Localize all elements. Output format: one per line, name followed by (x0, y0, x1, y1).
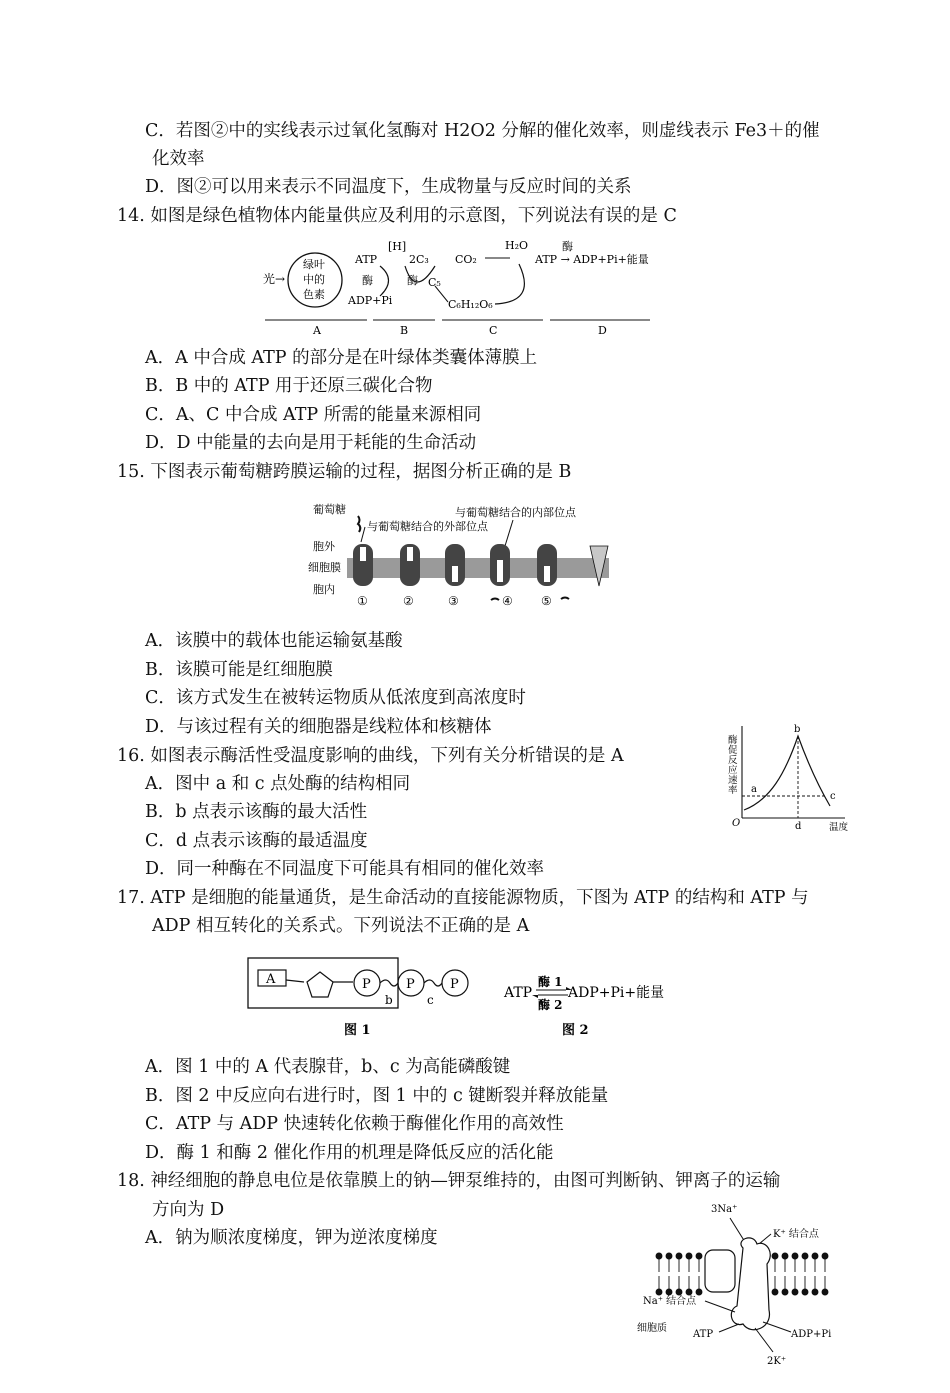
q15-carrier-2 (400, 544, 420, 586)
q15-stem: 15. 下图表示葡萄糖跨膜运输的过程，据图分析正确的是 B (117, 462, 572, 482)
q18-k-site-pointer (759, 1234, 771, 1244)
q14-glucose-arrow (435, 286, 448, 302)
q18-pump-protein (731, 1238, 770, 1330)
q16-option-b: B．b 点表示该酶的最大活性 (145, 802, 368, 822)
q15-outer-pointer (361, 527, 365, 542)
q13-option-c-line1: C．若图②中的实线表示过氧化氢酶对 H2O2 分解的催化效率，则虚线表示 Fe3＋的催 (145, 121, 820, 141)
q18-na-site-label: Na⁺ 结合点 (643, 1296, 697, 1307)
q17-option-a: A．图 1 中的 A 代表腺苷，b、c 为高能磷酸键 (145, 1057, 511, 1077)
q15-option-c: C．该方式发生在被转运物质从低浓度到高浓度时 (145, 688, 526, 708)
q17-base-link (286, 980, 304, 982)
q16-ylabel-6: 率 (728, 785, 738, 796)
q14-section-c: C (489, 324, 498, 337)
q14-pigment-3: 色素 (303, 288, 325, 301)
q15-step-2: ② (403, 594, 414, 608)
q17-enzyme2-label: 酶 2 (538, 998, 563, 1012)
q17-products-label: ADP+Pi+能量 (568, 985, 665, 1001)
q16-point-a: a (751, 784, 757, 795)
q14-enzyme-b: 酶 (407, 274, 418, 287)
q14-c5-label: C₅ (428, 276, 441, 289)
q17-phosphate-2-label: P (406, 977, 415, 992)
q15-glucose-molecule-5 (561, 598, 569, 600)
q15-step-1: ① (357, 594, 368, 608)
q16-ylabel-4: 应 (728, 765, 738, 776)
q18-atp-arrow (719, 1324, 739, 1332)
q14-section-b: B (400, 324, 409, 337)
q17-bond-c-label: c (427, 993, 434, 1007)
q15-glucose-label: 葡萄糖 (313, 503, 346, 516)
q14-c3-label: 2C₃ (409, 253, 429, 266)
q18-adp-label: ADP+Pi (791, 1329, 832, 1340)
q15-glucose-transport-diagram (305, 500, 625, 615)
q17-fig2-caption: 图 2 (562, 1023, 589, 1038)
q15-step-4: ④ (502, 594, 513, 608)
q18-na-out-arrow (730, 1218, 745, 1242)
q18-na3-label: 3Na⁺ (711, 1204, 738, 1215)
q14-enzyme-a: 酶 (362, 274, 373, 287)
q16-xlabel: 温度 (829, 822, 849, 833)
q17-bond-c (424, 980, 442, 986)
q15-option-d: D．与该过程有关的细胞器是线粒体和核糖体 (145, 717, 492, 737)
q15-inner-pointer (505, 520, 513, 546)
q14-section-a: A (313, 324, 321, 337)
q14-energy-diagram (255, 236, 665, 338)
q18-sodium-potassium-pump-diagram (635, 1200, 840, 1392)
q15-outer-site-label: 与葡萄糖结合的外部位点 (367, 520, 488, 533)
q17-fig1-caption: 图 1 (344, 1023, 371, 1038)
q16-enzyme-temperature-chart (730, 722, 855, 834)
q16-curve (744, 736, 830, 810)
q17-phosphate-1-label: P (362, 977, 371, 992)
q15-membrane-label: 细胞膜 (308, 561, 341, 574)
q14-cycle-c (495, 264, 524, 304)
q15-carrier-1 (353, 544, 373, 586)
q15-option-b: B．该膜可能是红细胞膜 (145, 660, 333, 680)
q17-phosphate-3-label: P (450, 977, 459, 992)
q17-bond-b (380, 980, 398, 986)
q17-ribose-pentagon (307, 972, 333, 997)
q14-option-a: A．A 中合成 ATP 的部分是在叶绿体类囊体薄膜上 (145, 348, 538, 368)
q17-enzyme1-label: 酶 1 (538, 975, 563, 989)
q14-adp-a: ADP+Pi (348, 294, 393, 307)
q16-ylabel-2: 促 (728, 745, 738, 756)
q15-inner-site-label: 与葡萄糖结合的内部位点 (455, 506, 576, 519)
q16-point-d: d (795, 821, 802, 832)
q15-glucose-molecule-1 (358, 516, 360, 532)
q14-option-d: D．D 中能量的去向是用于耗能的生命活动 (145, 433, 477, 453)
q17-stem-line2: ADP 相互转化的关系式。下列说法不正确的是 A (152, 916, 530, 936)
q16-ylabel-3: 反 (728, 755, 738, 766)
q14-option-c: C．A、C 中合成 ATP 所需的能量来源相同 (145, 405, 482, 425)
q17-atp-figure (240, 950, 680, 1042)
q16-ylabel-1: 酶 (728, 735, 738, 746)
q18-k-site-label: K⁺ 结合点 (773, 1229, 819, 1240)
q15-membrane-band (347, 558, 609, 578)
q14-glucose-label: C₆H₁₂O₆ (448, 298, 493, 311)
q17-bond-b-label: b (385, 993, 393, 1007)
q16-point-c: c (830, 791, 836, 802)
q16-ylabel-5: 速 (728, 775, 738, 786)
q14-co2-label: CO₂ (455, 253, 477, 266)
q18-channel-protein (705, 1250, 735, 1292)
q18-atp-label: ATP (693, 1329, 714, 1340)
q15-step-3: ③ (448, 594, 459, 608)
q14-h-label: [H] (388, 240, 407, 253)
q14-reaction: ATP → ADP+Pi+能量 (535, 253, 649, 266)
q14-stem: 14. 如图是绿色植物体内能量供应及利用的示意图，下列说法有误的是 C (117, 206, 677, 226)
q14-pigment-2: 中的 (303, 273, 325, 286)
q18-option-a: A．钠为顺浓度梯度，钾为逆浓度梯度 (145, 1228, 438, 1248)
q17-option-c: C．ATP 与 ADP 快速转化依赖于酶催化作用的高效性 (145, 1114, 564, 1134)
q15-step-5: ⑤ (541, 594, 552, 608)
q15-outside-label: 胞外 (313, 540, 335, 553)
q16-option-d: D．同一种酶在不同温度下可能具有相同的催化效率 (145, 859, 545, 879)
q15-glucose-molecule-4 (491, 599, 499, 601)
q13-option-c-line2: 化效率 (152, 149, 205, 169)
q14-section-d: D (598, 324, 607, 337)
q14-pigment-1: 绿叶 (303, 258, 325, 271)
q18-na-site-pointer (705, 1301, 735, 1312)
q15-carrier-3 (445, 544, 465, 586)
q18-k2-label: 2K⁺ (767, 1356, 787, 1367)
q14-h2o-label: H₂O (505, 239, 529, 252)
q14-option-b: B．B 中的 ATP 用于还原三碳化合物 (145, 376, 433, 396)
q18-cytoplasm-label: 细胞质 (637, 1323, 667, 1334)
q14-enzyme-c: 酶 (562, 240, 573, 253)
q18-stem-line1: 18. 神经细胞的静息电位是依靠膜上的钠—钾泵维持的，由图可判断钠、钾离子的运输 (117, 1171, 781, 1191)
q17-option-b: B．图 2 中反应向右进行时，图 1 中的 c 键断裂并释放能量 (145, 1086, 609, 1106)
q16-option-a: A．图中 a 和 c 点处酶的结构相同 (145, 774, 411, 794)
q17-atp-label: ATP (504, 985, 533, 1001)
q16-stem: 16. 如图表示酶活性受温度影响的曲线，下列有关分析错误的是 A (117, 746, 624, 766)
q14-light-label: 光→ (263, 272, 286, 286)
q18-stem-line2: 方向为 D (152, 1200, 225, 1220)
q17-option-d: D．酶 1 和酶 2 催化作用的机理是降低反应的活化能 (145, 1143, 554, 1163)
q15-inside-label: 胞内 (313, 583, 335, 596)
q16-point-b: b (794, 724, 801, 735)
q14-cycle-a (380, 266, 389, 296)
q17-base-label: A (266, 972, 276, 987)
q14-atp-a: ATP (355, 253, 378, 266)
q16-option-c: C．d 点表示该酶的最适温度 (145, 831, 368, 851)
q15-carrier-5 (537, 544, 557, 586)
q13-option-d: D．图②可以用来表示不同温度下，生成物量与反应时间的关系 (145, 177, 632, 197)
q18-k-in-arrow (755, 1328, 773, 1352)
q17-stem-line1: 17. ATP 是细胞的能量通货，是生命活动的直接能源物质，下图为 ATP 的结构和 ATP 与 (117, 888, 809, 908)
q18-adp-arrow (763, 1322, 791, 1332)
q15-option-a: A．该膜中的载体也能运输氨基酸 (145, 631, 403, 651)
q16-origin: O (732, 818, 741, 829)
q15-carrier-4 (490, 544, 510, 586)
